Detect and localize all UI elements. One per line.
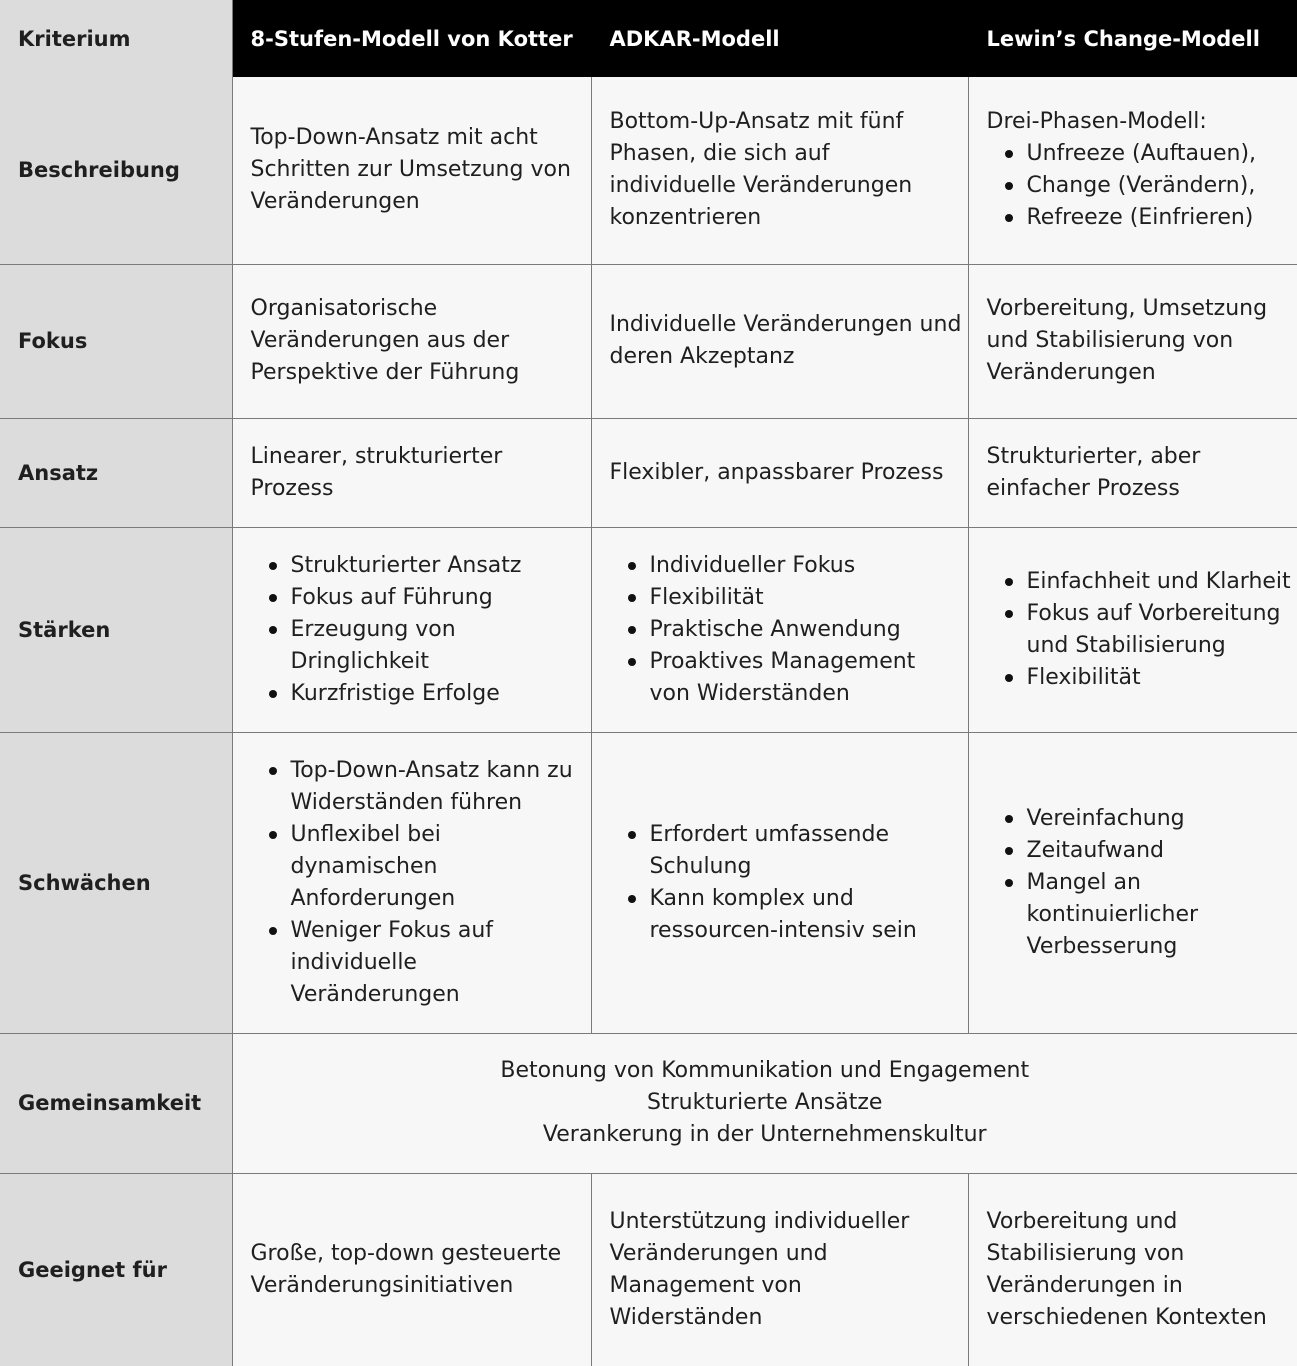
list-item: Praktische Anwendung (632, 614, 962, 646)
list-item: Unflexibel bei dynamischen Anforderungen (273, 819, 585, 915)
cell-focus-adkar: Individuelle Veränderungen und deren Akzeptanz (591, 264, 968, 418)
cell-suited-adkar: Unterstützung individueller Veränderungen und Management von Widerständen (591, 1173, 968, 1366)
list-item: Mangel an kontinuierlicher Verbesserung (1009, 867, 1292, 963)
list-item: Einfachheit und Klarheit (1009, 566, 1292, 598)
list-item: Erzeugung von Dringlichkeit (273, 614, 585, 678)
row-description (0, 77, 1297, 264)
cell-weaknesses-lewin (968, 732, 1297, 1033)
row-focus (0, 264, 1297, 418)
list-item: Erfordert umfassende Schulung (632, 819, 962, 883)
header-kotter: 8-Stufen-Modell von Kotter (232, 0, 591, 77)
header-lewin: Lewin’s Change-Modell (968, 0, 1297, 77)
description-lewin-list (987, 138, 1292, 234)
commonality-line: Verankerung in der Unternehmenskultur (542, 1122, 987, 1147)
list-item: Proaktives Management von Widerständen (632, 646, 962, 710)
cell-weaknesses-kotter (232, 732, 591, 1033)
row-label-focus: Fokus (0, 264, 232, 418)
list-item: Flexibilität (1009, 662, 1292, 694)
cell-suited-kotter: Große, top-down gesteuerte Veränderungsinitiativen (232, 1173, 591, 1366)
cell-description-kotter: Top-Down-Ansatz mit acht Schritten zur Umsetzung von Veränderungen (232, 77, 591, 264)
row-label-commonality: Gemeinsamkeit (0, 1033, 232, 1173)
list-item: Refreeze (Einfrieren) (1009, 202, 1292, 234)
list-item: Flexibilität (632, 582, 962, 614)
row-label-approach: Ansatz (0, 418, 232, 527)
row-suited (0, 1173, 1297, 1366)
row-weaknesses (0, 732, 1297, 1033)
row-label-description: Beschreibung (0, 77, 232, 264)
list-item: Vereinfachung (1009, 803, 1292, 835)
cell-strengths-kotter (232, 527, 591, 732)
header-criterion: Kriterium (0, 0, 232, 77)
row-strengths (0, 527, 1297, 732)
strengths-kotter-list (251, 550, 585, 710)
header-row (0, 0, 1297, 77)
row-label-strengths: Stärken (0, 527, 232, 732)
cell-weaknesses-adkar (591, 732, 968, 1033)
strengths-lewin-list (987, 566, 1292, 694)
cell-approach-lewin: Strukturierter, aber einfacher Prozess (968, 418, 1297, 527)
list-item: Kurzfristige Erfolge (273, 678, 585, 710)
cell-focus-kotter: Organisatorische Veränderungen aus der Perspektive der Führung (232, 264, 591, 418)
weaknesses-adkar-list (610, 819, 962, 947)
weaknesses-kotter-list (251, 755, 585, 1011)
cell-approach-adkar: Flexibler, anpassbarer Prozess (591, 418, 968, 527)
list-item: Unfreeze (Auftauen), (1009, 138, 1292, 170)
cell-description-lewin (968, 77, 1297, 264)
cell-description-adkar: Bottom-Up-Ansatz mit fünf Phasen, die sich auf individuelle Veränderungen konzentrieren (591, 77, 968, 264)
list-item: Fokus auf Führung (273, 582, 585, 614)
strengths-adkar-list (610, 550, 962, 710)
description-lewin-intro: Drei-Phasen-Modell: (986, 109, 1207, 135)
list-item: Top-Down-Ansatz kann zu Widerständen führen (273, 755, 585, 819)
header-adkar: ADKAR-Modell (591, 0, 968, 77)
row-label-suited: Geeignet für (0, 1173, 232, 1366)
cell-suited-lewin: Vorbereitung und Stabilisierung von Veränderungen in verschiedenen Kontexten (968, 1173, 1297, 1366)
row-approach (0, 418, 1297, 527)
cell-strengths-adkar (591, 527, 968, 732)
weaknesses-lewin-list (987, 803, 1292, 963)
row-label-weaknesses: Schwächen (0, 732, 232, 1033)
cell-focus-lewin: Vorbereitung, Umsetzung und Stabilisierung von Veränderungen (968, 264, 1297, 418)
commonality-line: Strukturierte Ansätze (647, 1090, 883, 1115)
list-item: Zeitaufwand (1009, 835, 1292, 867)
cell-commonality (232, 1033, 1297, 1173)
list-item: Kann komplex und ressourcen-intensiv sein (632, 883, 962, 947)
list-item: Fokus auf Vorbereitung und Stabilisierung (1009, 598, 1292, 662)
cell-approach-kotter: Linearer, strukturierter Prozess (232, 418, 591, 527)
list-item: Change (Verändern), (1009, 170, 1292, 202)
commonality-line: Betonung von Kommunikation und Engagement (500, 1058, 1030, 1083)
cell-strengths-lewin (968, 527, 1297, 732)
list-item: Individueller Fokus (632, 550, 962, 582)
list-item: Strukturierter Ansatz (273, 550, 585, 582)
list-item: Weniger Fokus auf individuelle Veränderungen (273, 915, 585, 1011)
row-commonality (0, 1033, 1297, 1173)
